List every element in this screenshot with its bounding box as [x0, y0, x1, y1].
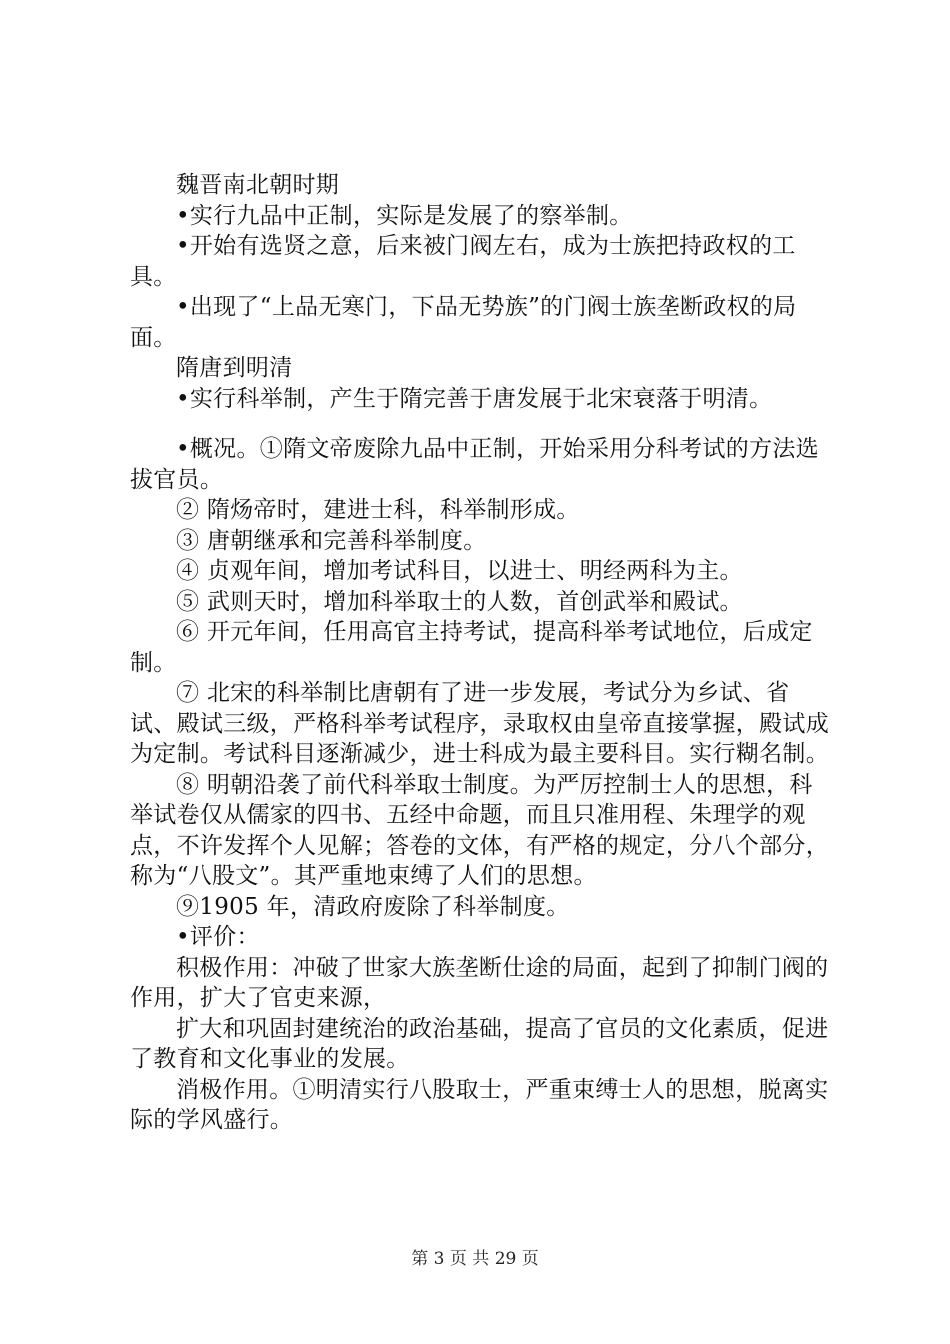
paragraph: •开始有选贤之意，后来被门阀左右，成为士族把持政权的工具。: [130, 233, 796, 290]
list-item: ⑤ 武则天时，增加科举取士的人数，首创武举和殿试。: [176, 588, 743, 615]
list-item: ⑨1905 年，清政府废除了科举制度。: [176, 893, 570, 920]
paragraph: •概况。①隋文帝废除九品中正制，开始采用分科考试的方法选拔官员。: [130, 436, 819, 493]
section-heading-wei-jin: 魏晋南北朝时期: [176, 172, 340, 198]
document-body: [130, 170, 835, 1136]
paragraph: •评价：: [176, 924, 260, 950]
page-footer: 第 3 页 共 29 页: [411, 1249, 539, 1269]
paragraph: 积极作用：冲破了世家大族垄断仕途的局面，起到了抑制门阀的作用，扩大了官吏来源，: [130, 954, 829, 1011]
paragraph: •出现了“上品无寒门，下品无势族”的门阀士族垄断政权的局面。: [130, 294, 797, 351]
paragraph: •实行九品中正制，实际是发展了的察举制。: [176, 202, 633, 229]
list-item: ② 隋炀帝时，建进士科，科举制形成。: [176, 497, 580, 523]
paragraph: 扩大和巩固封建统治的政治基础，提高了官员的文化素质，促进了教育和文化事业的发展。: [130, 1015, 829, 1072]
section-heading-sui-tang: 隋唐到明清: [176, 355, 293, 381]
list-item: ④ 贞观年间，增加考试科目，以进士、明经两科为主。: [176, 558, 743, 584]
list-item: ⑦ 北宋的科举制比唐朝有了进一步发展，考试分为乡试、省试、殿试三级，严格科举考试程序，录取权由皇帝直接掌握，殿试成为定制。考试科目逐渐减少，进士科成为最主要科目。实行糊名制。: [130, 680, 829, 767]
list-item: ⑥ 开元年间，任用高官主持考试，提高科举考试地位，后成定制。: [130, 619, 813, 676]
list-item: ⑧ 明朝沿袭了前代科举取士制度。为严厉控制士人的思想，科举试卷仅从儒家的四书、五经中命题，而且只准用程、朱理学的观点，不许发挥个人见解；答卷的文体，有严格的规定，分八个部分，称为“八股文”。其严重地束缚了人们的思想。: [130, 771, 829, 889]
paragraph: 消极作用。①明清实行八股取士，严重束缚士人的思想，脱离实际的学风盛行。: [130, 1076, 829, 1133]
paragraph: •实行科举制，产生于隋完善于唐发展于北宋衰落于明清。: [176, 385, 773, 412]
list-item: ③ 唐朝继承和完善科举制度。: [176, 527, 487, 554]
